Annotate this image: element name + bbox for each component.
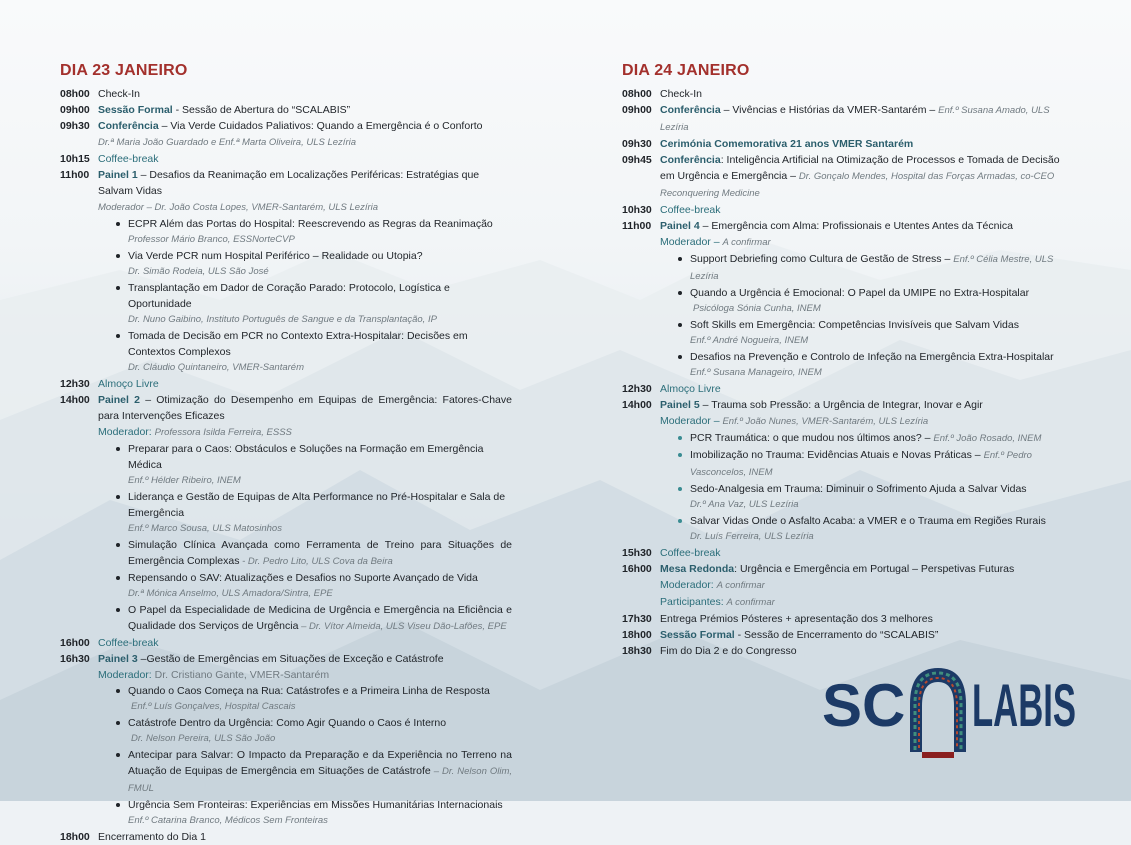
time: 14h00 xyxy=(60,394,90,406)
speaker: – Dr. Vítor Almeida, ULS Viseu Dão-Lafões, EPE xyxy=(298,621,507,632)
session-keyword: Painel 2 xyxy=(98,394,140,406)
talk-title: Quando a Urgência é Emocional: O Papel da UMIPE no Extra-Hospitalar xyxy=(690,287,1030,299)
moderator-label: Moderador: xyxy=(98,426,155,438)
item-text xyxy=(98,392,512,441)
day1-painel1 xyxy=(60,167,512,216)
time: 08h00 xyxy=(60,88,90,100)
day2-prizes xyxy=(622,611,1074,627)
list-item xyxy=(678,285,1074,317)
day2-roundtable xyxy=(622,561,1074,611)
day1-title: DIA 23 JANEIRO xyxy=(60,62,188,79)
item-text: Coffee-break xyxy=(660,547,721,559)
time: 11h00 xyxy=(622,220,652,232)
talk-title: Imobilização no Trauma: Evidências Atuais e Novas Práticas – xyxy=(690,449,984,461)
item-text: Check-In xyxy=(660,88,703,100)
speaker: Enf.º Marco Sousa, ULS Matosinhos xyxy=(128,523,282,534)
scalabis-logo xyxy=(822,660,1077,760)
painel3-talks xyxy=(116,683,512,829)
speaker: Enf.º Luís Gonçalves, Hospital Cascais xyxy=(131,701,296,712)
speaker: Enf.º João Rosado, INEM xyxy=(933,433,1042,444)
list-item xyxy=(116,216,512,248)
item-text xyxy=(98,118,512,151)
item-text xyxy=(660,152,1074,202)
talk-title: Tomada de Decisão em PCR no Contexto Extra-Hospitalar: Decisões em Contextos Complexos xyxy=(128,330,468,358)
arch-logo-icon xyxy=(822,660,1077,760)
day1-checkin xyxy=(60,86,512,102)
item-text xyxy=(660,627,1074,643)
talk-title: Soft Skills em Emergência: Competências Invisíveis que Salvam Vidas xyxy=(690,319,1019,331)
day1-lunch xyxy=(60,376,512,392)
speaker: Dr. Simão Rodeia, ULS São José xyxy=(128,266,269,277)
session-text: – Trauma sob Pressão: a Urgência de Integrar, Inovar e Agir xyxy=(699,399,983,411)
day1-close xyxy=(60,829,512,845)
session-keyword: Sessão Formal xyxy=(660,629,735,641)
speaker: Enf.º Catarina Branco, Médicos Sem Fronteiras xyxy=(128,815,328,826)
item-text xyxy=(660,561,1074,611)
session-text: – Via Verde Cuidados Paliativos: Quando a Emergência é o Conforto xyxy=(158,120,483,132)
talk-title: Via Verde PCR num Hospital Periférico – Realidade ou Utopia? xyxy=(128,250,423,262)
day2-column xyxy=(622,60,1074,659)
day2-checkin xyxy=(622,86,1074,102)
talk-title: Liderança e Gestão de Equipas de Alta Performance no Pré-Hospitalar e Sala de Emergência xyxy=(128,491,506,519)
item-text xyxy=(660,218,1074,251)
time: 16h30 xyxy=(60,653,90,665)
day1-painel3 xyxy=(60,651,512,683)
time: 12h30 xyxy=(622,383,652,395)
talk-title: PCR Traumática: o que mudou nos últimos anos? – xyxy=(690,432,934,444)
day1-opening xyxy=(60,102,512,118)
talk-title: Preparar para o Caos: Obstáculos e Soluções na Formação em Emergência Médica xyxy=(128,443,484,471)
speaker: Enf.º Susana Amado, ULS Lezíria xyxy=(660,105,1050,133)
session-keyword: Conferência xyxy=(660,154,721,166)
day2-painel4 xyxy=(622,218,1074,251)
day2-conf1 xyxy=(622,102,1074,136)
item-text: Check-In xyxy=(98,88,141,100)
logo-text-right: LABIS xyxy=(972,672,1076,739)
list-item xyxy=(116,715,512,747)
item-text: Almoço Livre xyxy=(660,383,721,395)
day2-title: DIA 24 JANEIRO xyxy=(622,62,750,79)
talk-title: Repensando o SAV: Atualizações e Desafios no Suporte Avançado de Vida xyxy=(128,572,478,584)
session-text: – Emergência com Alma: Profissionais e Utentes Antes da Técnica xyxy=(699,220,1013,232)
moderator-name: Enf.º João Nunes, VMER-Santarém, ULS Lezíria xyxy=(722,416,929,427)
list-item xyxy=(678,447,1074,481)
session-text: : Inteligência Artificial na Otimização de Processos e Tomada de Decisão em Urgência e Emergência – xyxy=(660,154,1060,182)
moderator-name: Dr. Cristiano Gante, VMER-Santarém xyxy=(154,669,330,681)
list-item xyxy=(116,489,512,537)
day1-conference xyxy=(60,118,512,151)
moderator-name: A confirmar xyxy=(722,237,771,248)
time: 09h00 xyxy=(60,104,90,116)
time: 15h30 xyxy=(622,547,652,559)
talk-title: O Papel da Especialidade de Medicina de Urgência e Emergência na Eficiência e Qualidade dos Serviços de Urgência xyxy=(128,604,512,632)
item-text xyxy=(98,102,512,118)
time: 09h30 xyxy=(60,120,90,132)
participants-name: A confirmar xyxy=(726,597,775,608)
day1-painel2 xyxy=(60,392,512,441)
list-item xyxy=(678,317,1074,349)
day1-break2 xyxy=(60,635,512,651)
time: 08h00 xyxy=(622,88,652,100)
time: 10h15 xyxy=(60,153,90,165)
speaker: Dr.ª Mónica Anselmo, ULS Amadora/Sintra, EPE xyxy=(128,588,333,599)
talk-title: Desafios na Prevenção e Controlo de Infeção na Emergência Extra-Hospitalar xyxy=(690,351,1054,363)
time: 18h30 xyxy=(622,645,652,657)
moderator-name: Professora Isilda Ferreira, ESSS xyxy=(154,427,292,438)
speaker: Enf.º Célia Mestre, ULS Lezíria xyxy=(690,254,1054,282)
item-text: Coffee-break xyxy=(660,204,721,216)
session-text: –Gestão de Emergências em Situações de Exceção e Catástrofe xyxy=(137,653,444,665)
item-text: Fim do Dia 2 e do Congresso xyxy=(660,645,797,657)
list-item xyxy=(678,349,1074,381)
session-keyword: Conferência xyxy=(98,120,159,132)
talk-title: Transplantação em Dador de Coração Parado: Protocolo, Logística e Oportunidade xyxy=(128,282,450,310)
item-text xyxy=(660,102,1074,136)
session-keyword: Mesa Redonda xyxy=(660,563,735,575)
moderator-label: Moderador – xyxy=(660,236,723,248)
day2-closing xyxy=(622,627,1074,643)
time: 18h00 xyxy=(60,831,90,843)
session-text: : Urgência e Emergência em Portugal – Perspetivas Futuras xyxy=(734,563,1015,575)
list-item xyxy=(116,683,512,715)
day2-break1 xyxy=(622,202,1074,218)
time: 18h00 xyxy=(622,629,652,641)
speaker: Enf.º Pedro Vasconcelos, INEM xyxy=(690,450,1032,478)
item-text: Coffee-break xyxy=(98,637,159,649)
session-keyword: Conferência xyxy=(660,104,721,116)
time: 09h00 xyxy=(622,104,652,116)
day2-ceremony xyxy=(622,136,1074,152)
item-text: Entrega Prémios Pósteres + apresentação dos 3 melhores xyxy=(660,613,933,625)
talk-title: Urgência Sem Fronteiras: Experiências em Missões Humanitárias Internacionais xyxy=(128,799,503,811)
session-keyword: Painel 1 xyxy=(98,169,138,181)
item-text xyxy=(98,167,512,216)
day2-break2 xyxy=(622,545,1074,561)
time: 11h00 xyxy=(60,169,90,181)
talk-title: Salvar Vidas Onde o Asfalto Acaba: a VMER e o Trauma em Regiões Rurais xyxy=(690,515,1046,527)
time: 09h30 xyxy=(622,138,652,150)
speaker: Enf.º Hélder Ribeiro, INEM xyxy=(128,475,241,486)
time: 09h45 xyxy=(622,154,652,166)
list-item xyxy=(116,280,512,328)
session-text: – Vivências e Histórias da VMER-Santarém – xyxy=(720,104,939,116)
moderator: Moderador – Dr. João Costa Lopes, VMER-Santarém, ULS Lezíria xyxy=(98,202,379,213)
talk-title: Sedo-Analgesia em Trauma: Diminuir o Sofrimento Ajuda a Salvar Vidas xyxy=(690,483,1027,495)
time: 17h30 xyxy=(622,613,652,625)
item-text xyxy=(98,651,512,683)
item-text: Almoço Livre xyxy=(98,378,159,390)
session-keyword: Painel 3 xyxy=(98,653,138,665)
list-item xyxy=(116,747,512,797)
time: 16h00 xyxy=(622,563,652,575)
moderator-name: A confirmar xyxy=(716,580,765,591)
speaker: Dr.º Ana Vaz, ULS Lezíria xyxy=(690,499,799,510)
session-text: – Desafios da Reanimação em Localizações Periféricas: Estratégias que Salvam Vidas xyxy=(98,169,480,197)
talk-title: Simulação Clínica Avançada como Ferramenta de Treino para Situações de Emergência Complexas xyxy=(128,539,512,567)
speaker: Dr. Nelson Pereira, ULS São João xyxy=(131,733,276,744)
day2-conf2 xyxy=(622,152,1074,202)
session-keyword: Painel 4 xyxy=(660,220,700,232)
session-keyword: Painel 5 xyxy=(660,399,700,411)
participants-label: Participantes: xyxy=(660,596,727,608)
list-item xyxy=(678,430,1074,447)
session-text: – Otimização do Desempenho em Equipas de Emergência: Fatores-Chave para Intervenções Eficazes xyxy=(98,394,512,422)
moderator-label: Moderador: xyxy=(98,669,155,681)
list-item xyxy=(116,248,512,280)
speaker: Dr. Nuno Gaibino, Instituto Português de Sangue e da Transplantação, IP xyxy=(128,314,437,325)
item-text: Coffee-break xyxy=(98,153,159,165)
list-item xyxy=(116,797,512,829)
talk-title: Catástrofe Dentro da Urgência: Como Agir Quando o Caos é Interno xyxy=(128,717,447,729)
speaker: Dr. Luís Ferreira, ULS Lezíria xyxy=(690,531,814,542)
item-text: Encerramento do Dia 1 xyxy=(98,831,206,843)
day2-end xyxy=(622,643,1074,659)
day1-column xyxy=(60,60,512,845)
speaker: Enf.º Susana Manageiro, INEM xyxy=(690,367,822,378)
item-text: Cerimónia Comemorativa 21 anos VMER Santarém xyxy=(660,138,914,150)
talk-title: Support Debriefing como Cultura de Gestão de Stress – xyxy=(690,253,954,265)
time: 16h00 xyxy=(60,637,90,649)
session-text: - Sessão de Abertura do “SCALABIS” xyxy=(172,104,351,116)
list-item xyxy=(116,441,512,489)
list-item xyxy=(116,570,512,602)
painel2-talks xyxy=(116,441,512,635)
day2-painel5 xyxy=(622,397,1074,430)
day1-break1 xyxy=(60,151,512,167)
day2-lunch xyxy=(622,381,1074,397)
painel5-talks xyxy=(678,430,1074,545)
list-item xyxy=(678,513,1074,545)
speaker: Psicóloga Sónia Cunha, INEM xyxy=(693,303,821,314)
time: 12h30 xyxy=(60,378,90,390)
painel4-talks xyxy=(678,251,1074,381)
logo-text-left: SC xyxy=(822,672,906,739)
speaker: – Dr. Nelson Olim, FMUL xyxy=(128,766,513,794)
list-item xyxy=(678,481,1074,513)
speaker: Enf.º André Nogueira, INEM xyxy=(690,335,809,346)
talk-title: Quando o Caos Começa na Rua: Catástrofes e a Primeira Linha de Resposta xyxy=(128,685,490,697)
time: 14h00 xyxy=(622,399,652,411)
list-item xyxy=(678,251,1074,285)
speaker: - Dr. Pedro Lito, ULS Cova da Beira xyxy=(239,556,393,567)
moderator-label: Moderador – xyxy=(660,415,723,427)
speaker: Dr. Cláudio Quintaneiro, VMER-Santarém xyxy=(128,362,304,373)
talk-title: ECPR Além das Portas do Hospital: Reescrevendo as Regras da Reanimação xyxy=(128,218,493,230)
painel1-talks xyxy=(116,216,512,376)
speaker: Dr.ª Maria João Guardado e Enf.ª Marta Oliveira, ULS Lezíria xyxy=(98,137,357,148)
time: 10h30 xyxy=(622,204,652,216)
moderator-label: Moderador: xyxy=(660,579,717,591)
speaker: Professor Mário Branco, ESSNorteCVP xyxy=(128,234,295,245)
session-text: - Sessão de Encerramento do “SCALABIS” xyxy=(734,629,939,641)
talk-title: Antecipar para Salvar: O Impacto da Preparação e da Experiência no Terreno na Atuação de Equipas de Emergência em Situações de Catástrofe xyxy=(128,749,512,777)
item-text xyxy=(660,397,1074,430)
list-item xyxy=(116,602,512,635)
list-item xyxy=(116,537,512,570)
speaker: Dr. Gonçalo Mendes, Hospital das Forças Armadas, co-CEO Reconquering Medicine xyxy=(660,171,1055,199)
session-keyword: Sessão Formal xyxy=(98,104,173,116)
list-item xyxy=(116,328,512,376)
